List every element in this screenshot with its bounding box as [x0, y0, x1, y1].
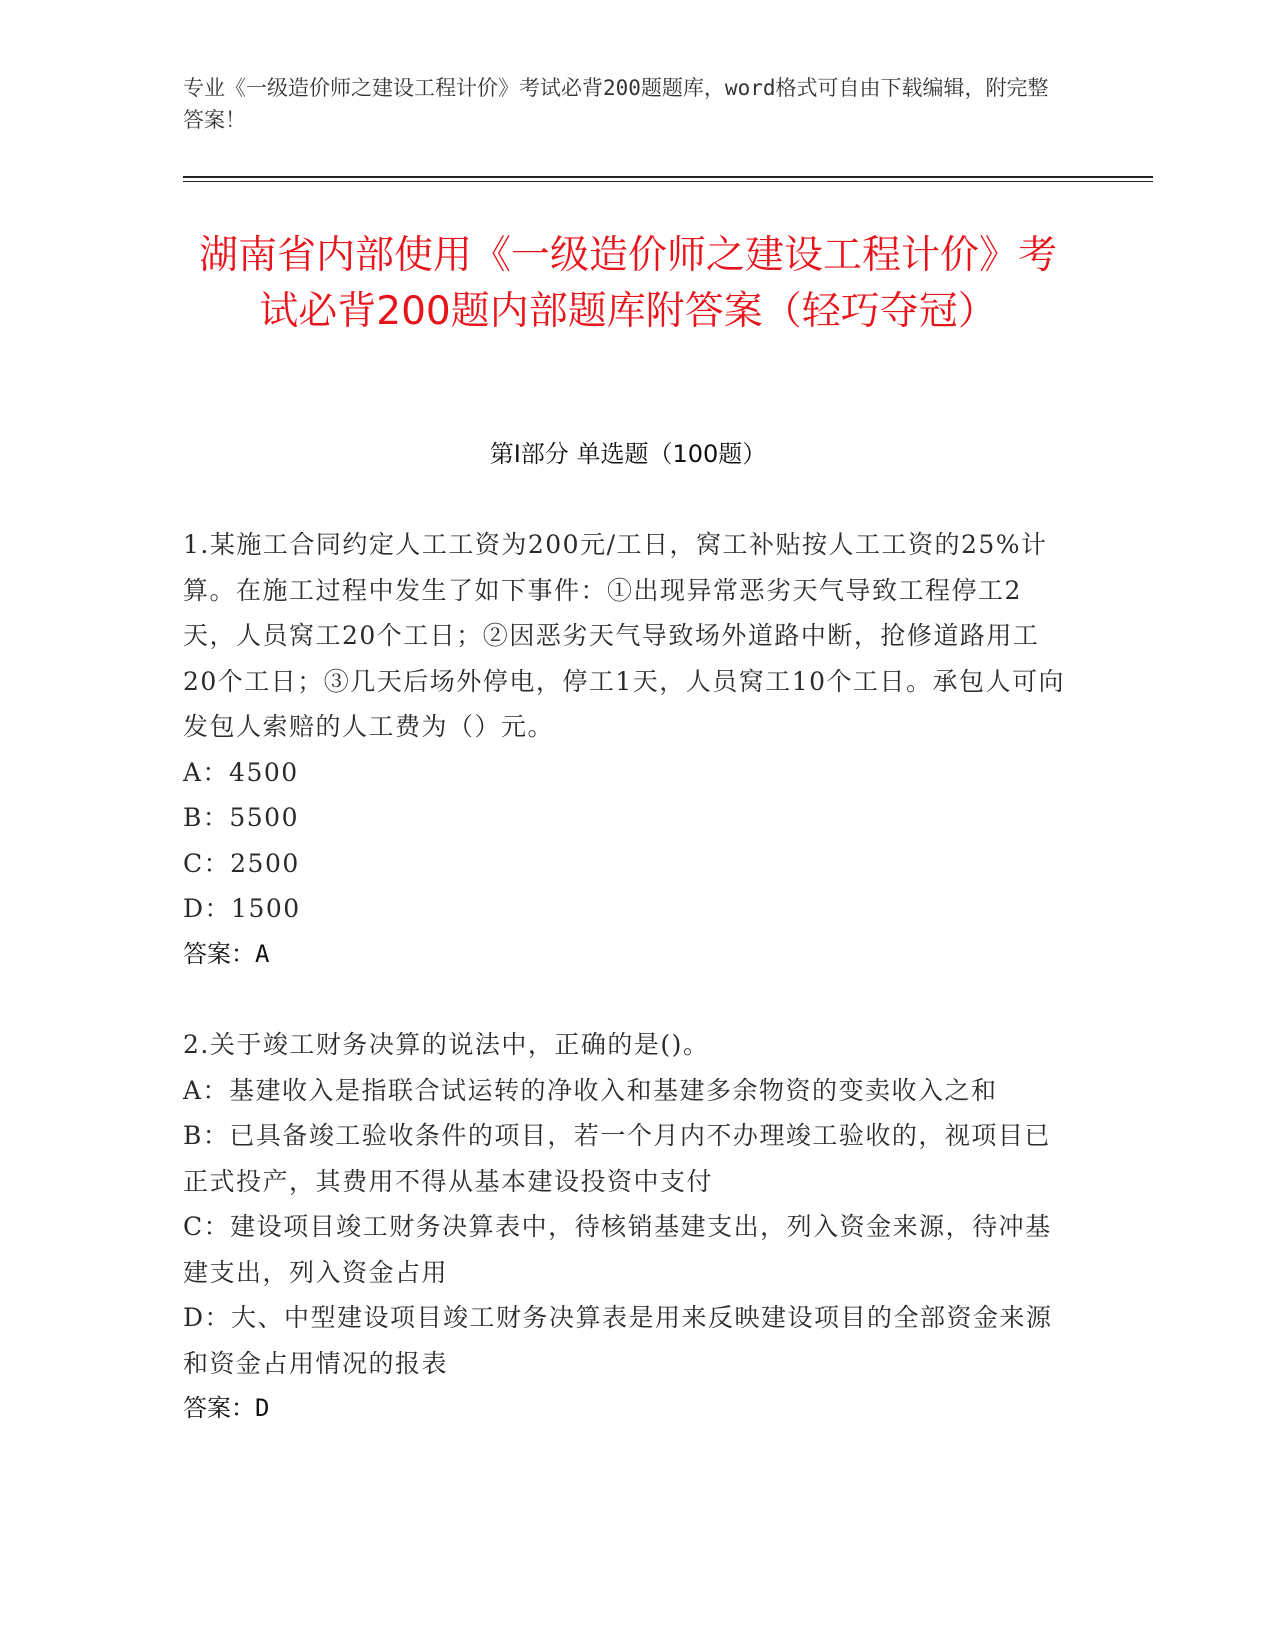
question-1-option-a: A：4500	[183, 757, 299, 787]
question-1-option-c: C：2500	[183, 848, 300, 878]
question-2-option-b: B：已具备竣工验收条件的项目，若一个月内不办理竣工验收的，视项目已正式投产，其费用不得从基本建设投资中支付	[183, 1121, 1051, 1196]
question-1-answer: 答案：A	[183, 939, 270, 968]
question-1-option-b: B：5500	[183, 803, 299, 832]
question-2-answer: 答案：D	[183, 1394, 270, 1422]
question-1-option-d: D：1500	[183, 894, 301, 923]
header-divider-thin	[183, 181, 1153, 182]
document-title: 湖南省内部使用《一级造价师之建设工程计价》考试必背200题内部题库附答案（轻巧夺冠）	[198, 233, 1057, 334]
question-2-option-c: C：建设项目竣工财务决算表中，待核销基建支出，列入资金来源，待冲基建支出，列入资金占用	[183, 1212, 1052, 1287]
question-2-stem: 2.关于竣工财务决算的说法中，正确的是()。	[183, 1030, 710, 1059]
question-1	[183, 522, 1073, 977]
header-divider-thick	[183, 176, 1153, 178]
question-2-option-d: D：大、中型建设项目竣工财务决算表是用来反映建设项目的全部资金来源和资金占用情况的报表	[183, 1303, 1053, 1378]
question-2	[183, 1022, 1073, 1432]
question-1-stem: 1.某施工合同约定人工工资为200元/工日，窝工补贴按人工工资的25%计算。在施工过程中发生了如下事件：①出现异常恶劣天气导致工程停工2天，人员窝工20个工日；②因恶劣天气导致场外道路中断，抢修道路用工20个工日；③几天后场外停电，停工1天，人员窝工10个工日。承包人可向发包人索赔的人工费为（）元。	[183, 530, 1066, 741]
header-note: 专业《一级造价师之建设工程计价》考试必背200题题库，word格式可自由下载编辑，附完整答案！	[183, 76, 1049, 132]
question-2-option-a: A：基建收入是指联合试运转的净收入和基建多余物资的变卖收入之和	[183, 1075, 998, 1105]
section-heading: 第I部分 单选题（100题）	[489, 440, 767, 468]
